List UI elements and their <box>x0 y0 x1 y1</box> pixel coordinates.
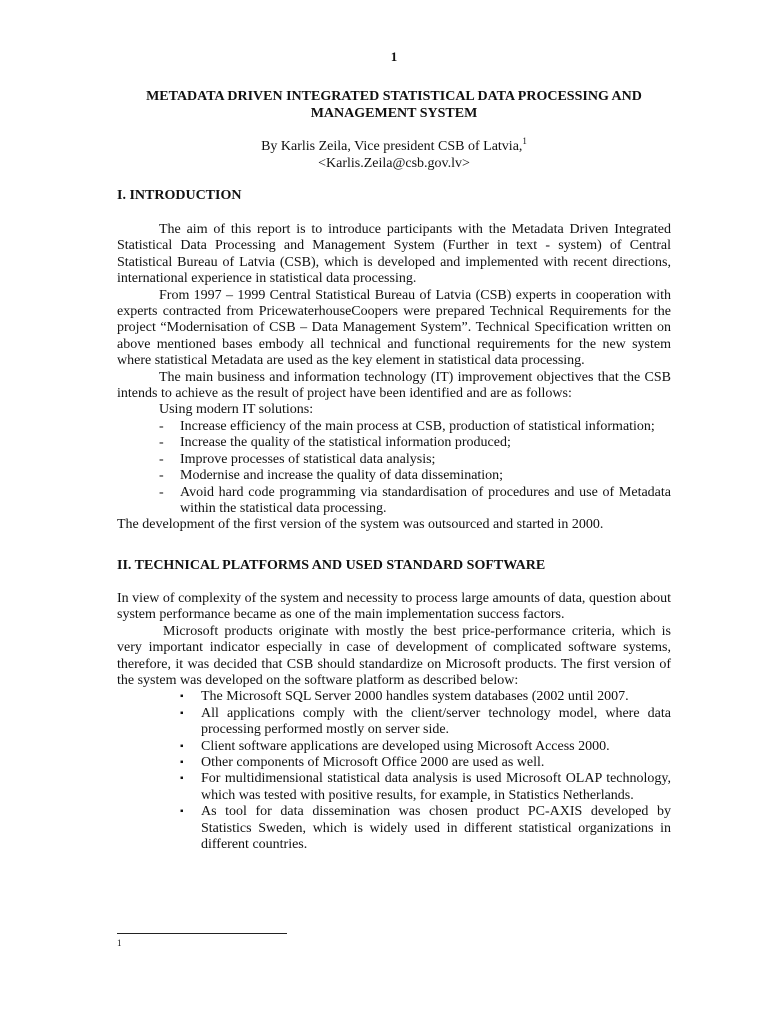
square-bullet-icon: ▪ <box>180 691 184 703</box>
paragraph: The main business and information technology (IT) improvement objectives that the CSB intends to achieve as the result of project have been identified and are as follows: <box>117 369 671 402</box>
list-item: - Avoid hard code programming via standardisation of procedures and use of Metadata within the statistical data processing. <box>159 484 671 516</box>
list-item: - Increase efficiency of the main process at CSB, production of statistical information; <box>159 418 655 434</box>
paragraph: Using modern IT solutions: <box>159 402 314 418</box>
dash-marker: - <box>159 484 164 500</box>
dash-marker: - <box>159 451 164 467</box>
dash-marker: - <box>159 468 164 484</box>
author-name: By Karlis Zeila, Vice president CSB of Latvia, <box>261 139 523 154</box>
square-bullet-icon: ▪ <box>180 740 184 752</box>
paragraph: Microsoft products originate with mostly the best price-performance criteria, which is very important indicator especially in case of development of complicated software systems, therefore, it was decided that CSB should standardize on Microsoft products. The first version of the system was developed on the software platform as described below: <box>117 623 671 689</box>
list-item: - Improve processes of statistical data analysis; <box>159 451 436 467</box>
square-bullet-icon: ▪ <box>180 773 184 785</box>
square-bullet-icon: ▪ <box>180 757 184 769</box>
software-platform-list <box>117 689 671 853</box>
square-bullet-icon: ▪ <box>180 806 184 818</box>
list-item: ▪ Other components of Microsoft Office 2000 are used as well. <box>180 755 545 771</box>
title-line-1: METADATA DRIVEN INTEGRATED STATISTICAL DATA PROCESSING AND <box>146 89 642 104</box>
section-heading-technical-platforms: II. TECHNICAL PLATFORMS AND USED STANDARD SOFTWARE <box>117 558 546 573</box>
list-item: - Modernise and increase the quality of data dissemination; <box>159 468 504 484</box>
paragraph: The development of the first version of the system was outsourced and started in 2000. <box>117 517 604 533</box>
list-item: ▪ For multidimensional statistical data analysis is used Microsoft OLAP technology, which was tested with positive results, for example, in Statistics Netherlands. <box>180 771 671 803</box>
dash-marker: - <box>159 435 164 451</box>
author-email: <Karlis.Zeila@csb.gov.lv> <box>318 156 470 171</box>
author-byline <box>117 138 671 172</box>
dash-marker: - <box>159 418 164 434</box>
page-number: 1 <box>390 49 398 64</box>
section-body-technical-platforms <box>117 591 671 854</box>
list-item: ▪ The Microsoft SQL Server 2000 handles system databases (2002 until 2007. <box>180 689 629 705</box>
paragraph: The aim of this report is to introduce participants with the Metadata Driven Integrated Statistical Data Processing and Management System (Further in text - system) of Central Statistical Bureau of Latvia (CSB), which is developed and implemented with recent directions, international experience in statistical data processing. <box>117 222 671 287</box>
footnote-number: 1 <box>117 938 122 948</box>
document-title <box>117 88 671 122</box>
footnote-reference: 1 <box>522 136 527 146</box>
list-item: - Increase the quality of the statistical information produced; <box>159 435 511 451</box>
list-item: ▪ Client software applications are developed using Microsoft Access 2000. <box>180 738 610 754</box>
square-bullet-icon: ▪ <box>180 707 184 719</box>
footnote-divider <box>117 933 287 934</box>
list-item: ▪ All applications comply with the client/server technology model, where data processing performed mostly on server side. <box>180 705 671 738</box>
paragraph: From 1997 – 1999 Central Statistical Bureau of Latvia (CSB) experts in cooperation with experts contracted from PricewaterhouseCoopers were prepared Technical Requirements for the project “Modernisation of CSB – Data Management System”. Technical Specification written on above mentioned bases embody all technical and functional requirements for the new system where statistical Metadata are used as the key element in statistical data processing. <box>117 287 671 369</box>
section-heading-introduction: I. INTRODUCTION <box>117 188 242 203</box>
section-body-introduction <box>117 222 671 534</box>
list-item: ▪ As tool for data dissemination was chosen product PC-AXIS developed by Statistics Sweden, which is widely used in different statistical organizations in different countries. <box>180 804 671 853</box>
objectives-list <box>117 419 671 517</box>
paragraph: In view of complexity of the system and necessity to process large amounts of data, question about system performance became as one of the main implementation success factors. <box>117 591 671 623</box>
title-line-2: MANAGEMENT SYSTEM <box>310 106 478 121</box>
